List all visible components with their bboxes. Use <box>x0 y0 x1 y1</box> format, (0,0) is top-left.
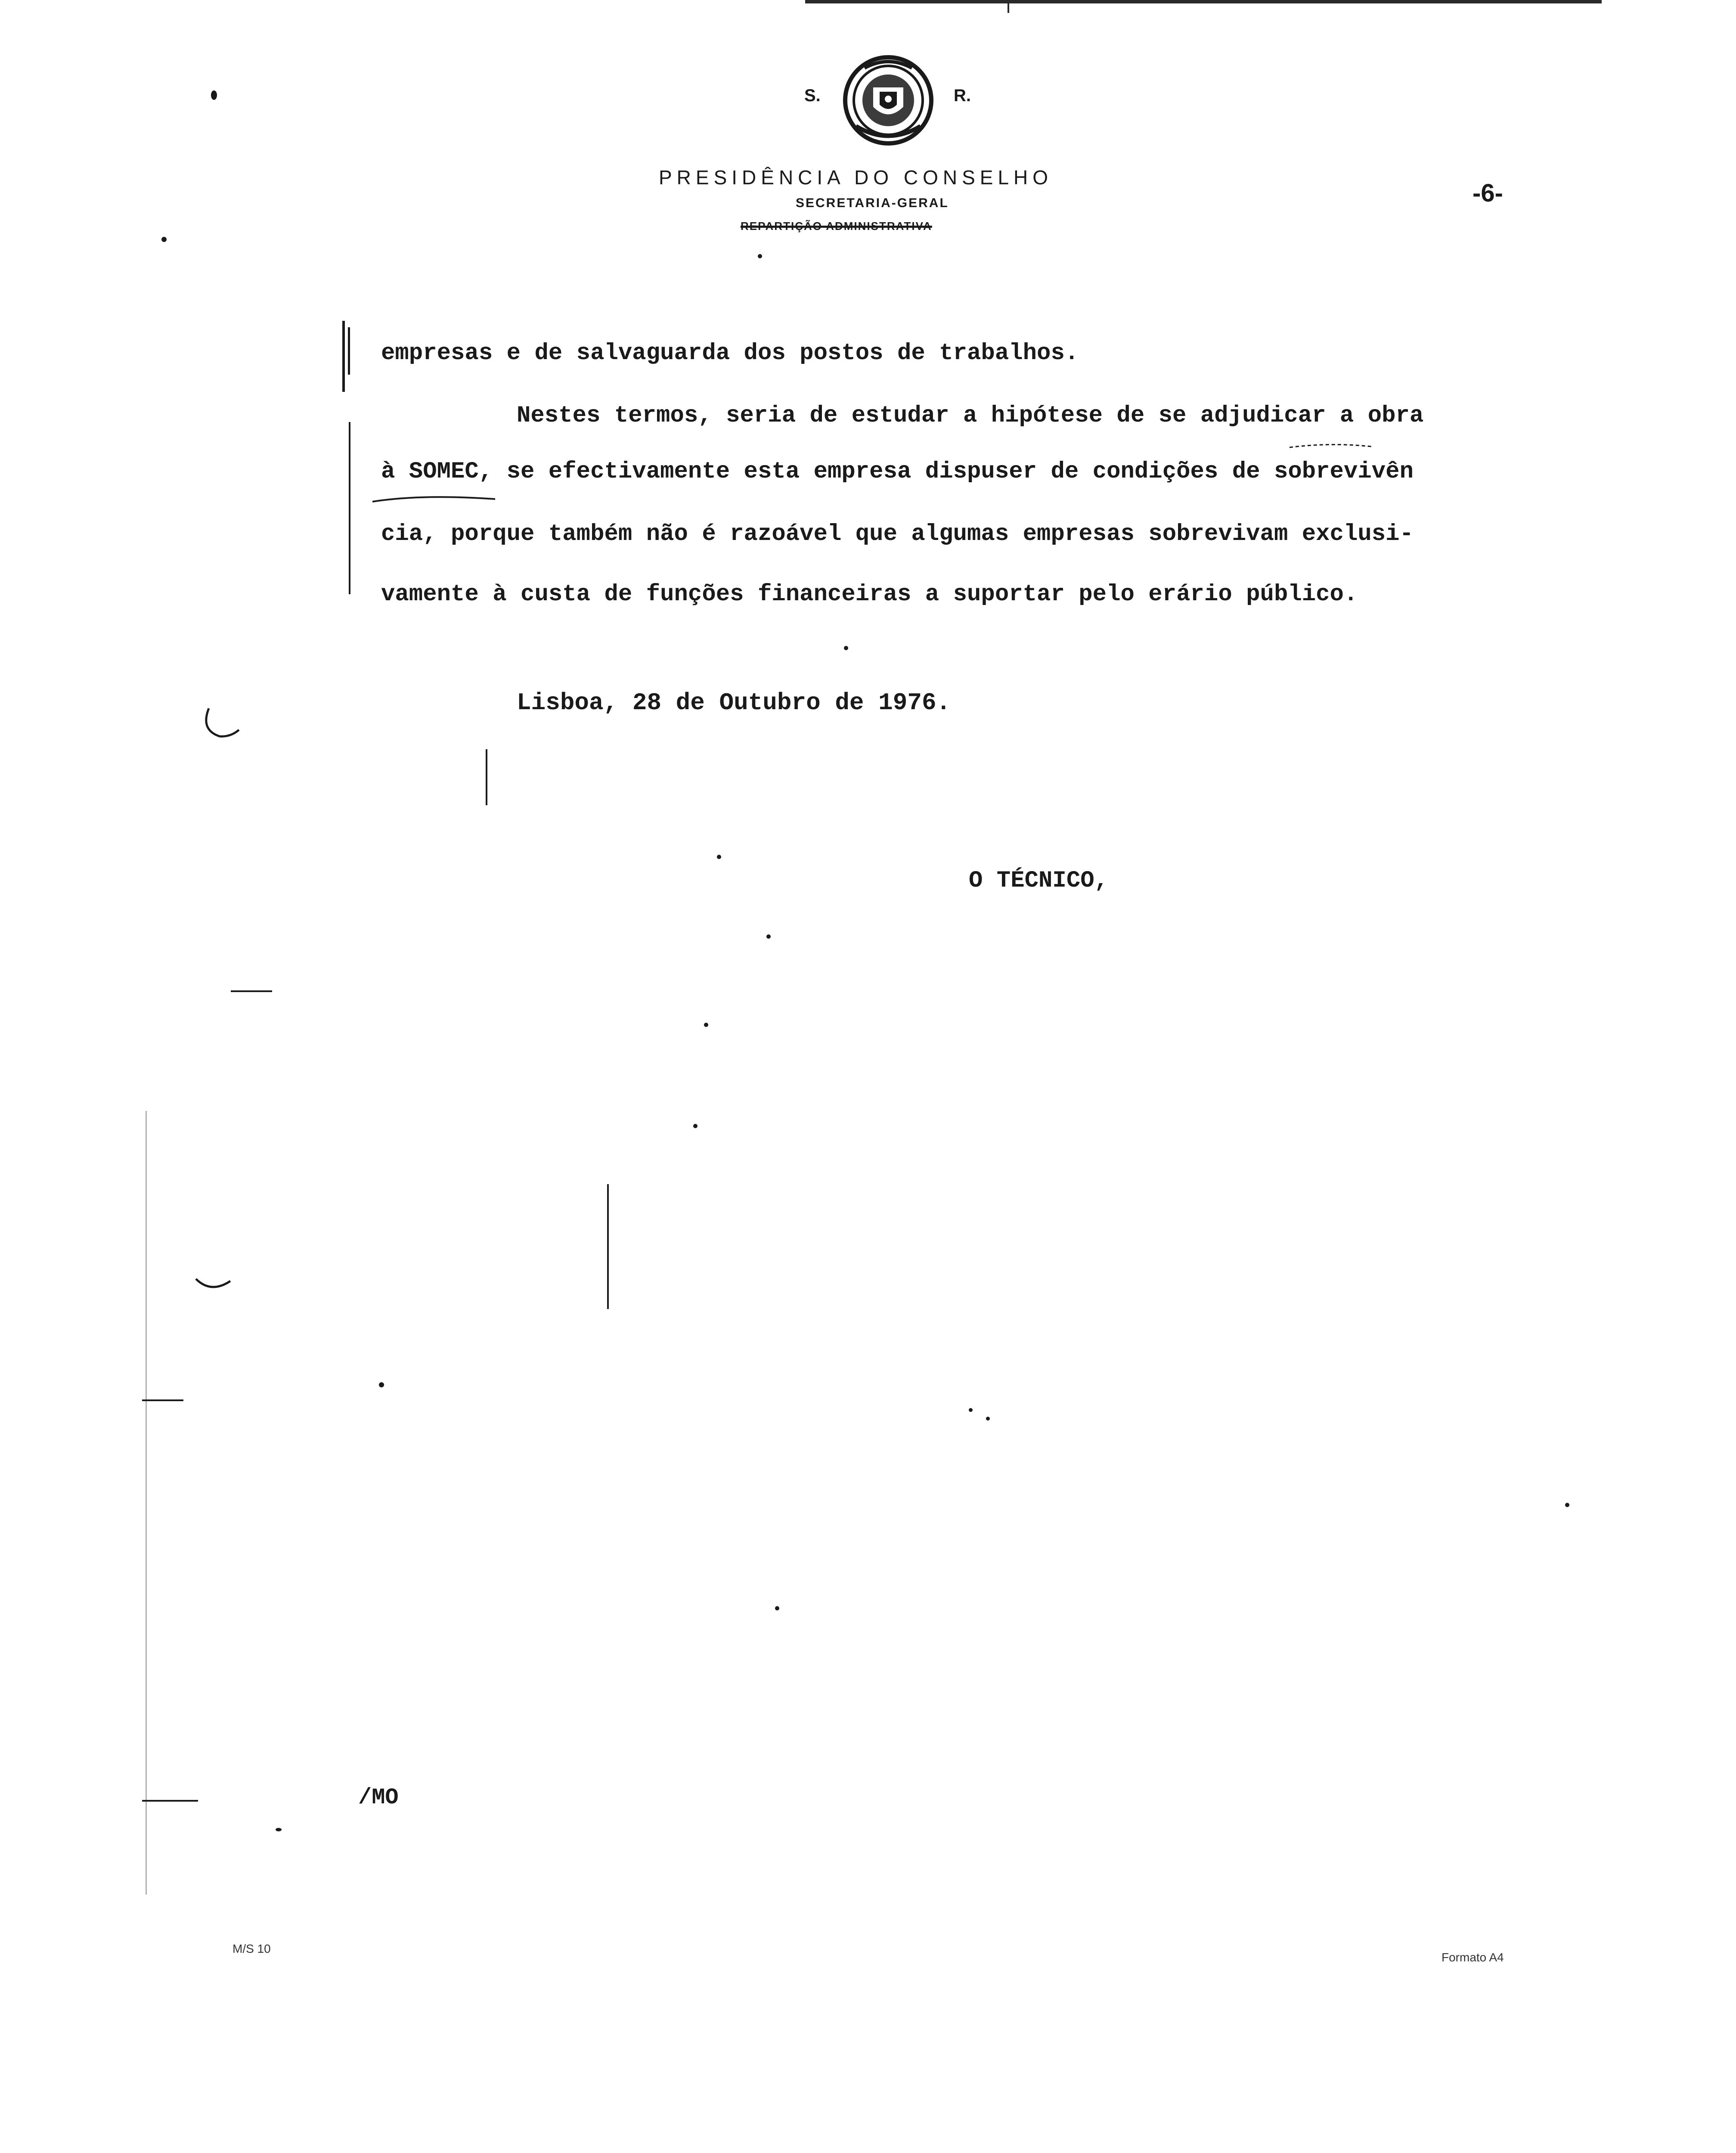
speck <box>844 646 848 650</box>
closing-date: Lisboa, 28 de Outubro de 1976. <box>517 689 951 717</box>
letterhead-left-initial: S. <box>804 86 821 105</box>
speck <box>161 237 167 242</box>
letterhead-title: PRESIDÊNCIA DO CONSELHO <box>659 166 1053 189</box>
form-code: M/S 10 <box>232 1942 271 1955</box>
handwritten-arc <box>200 706 243 741</box>
speck <box>775 1606 779 1610</box>
body-line-1: empresas e de salvaguarda dos postos de trabalhos. <box>381 340 1079 366</box>
speck <box>758 254 762 258</box>
top-rule-tick <box>1008 0 1009 13</box>
margin-mark <box>142 1399 183 1401</box>
letterhead-right-initial: R. <box>954 86 971 105</box>
speck <box>704 1023 708 1027</box>
handwritten-underline <box>1287 441 1373 450</box>
speck <box>693 1124 698 1128</box>
margin-mark <box>607 1184 609 1309</box>
body-line-2: Nestes termos, seria de estudar a hipótese de se adjudicar a obra <box>517 403 1424 429</box>
speck <box>766 934 771 939</box>
body-line-5: vamente à custa de funções financeiras a suportar pelo erário público. <box>381 581 1358 608</box>
speck <box>379 1382 384 1387</box>
letterhead-struck-line: REPARTIÇÃO ADMINISTRATIVA <box>741 220 932 233</box>
body-line-3: à SOMEC, se efectivamente esta empresa dispuser de condições de sobrevivên <box>381 459 1414 485</box>
body-line-4: cia, porque também não é razoável que algumas empresas sobrevivam exclusi- <box>381 521 1414 547</box>
speck <box>276 1828 282 1831</box>
handwritten-underline <box>370 493 499 506</box>
paper-size-label: Formato A4 <box>1442 1951 1504 1964</box>
margin-mark <box>231 990 272 992</box>
margin-mark <box>142 1800 198 1802</box>
speck <box>717 855 721 859</box>
speck <box>1565 1503 1569 1507</box>
handwritten-arc <box>194 1275 232 1296</box>
top-rule <box>805 0 1602 3</box>
letterhead-subtitle: SECRETARIA-GERAL <box>796 196 949 210</box>
margin-mark <box>146 1111 147 1895</box>
speck <box>969 1408 973 1412</box>
coat-of-arms-seal-icon <box>839 51 938 150</box>
typist-initials: /MO <box>358 1785 399 1810</box>
margin-mark <box>349 422 350 594</box>
signature-block: O TÉCNICO, <box>969 868 1109 894</box>
margin-mark <box>486 749 487 805</box>
speck <box>211 90 217 100</box>
page-number: -6- <box>1472 179 1503 207</box>
speck <box>986 1417 990 1421</box>
margin-mark <box>342 321 345 392</box>
margin-mark <box>348 327 350 375</box>
